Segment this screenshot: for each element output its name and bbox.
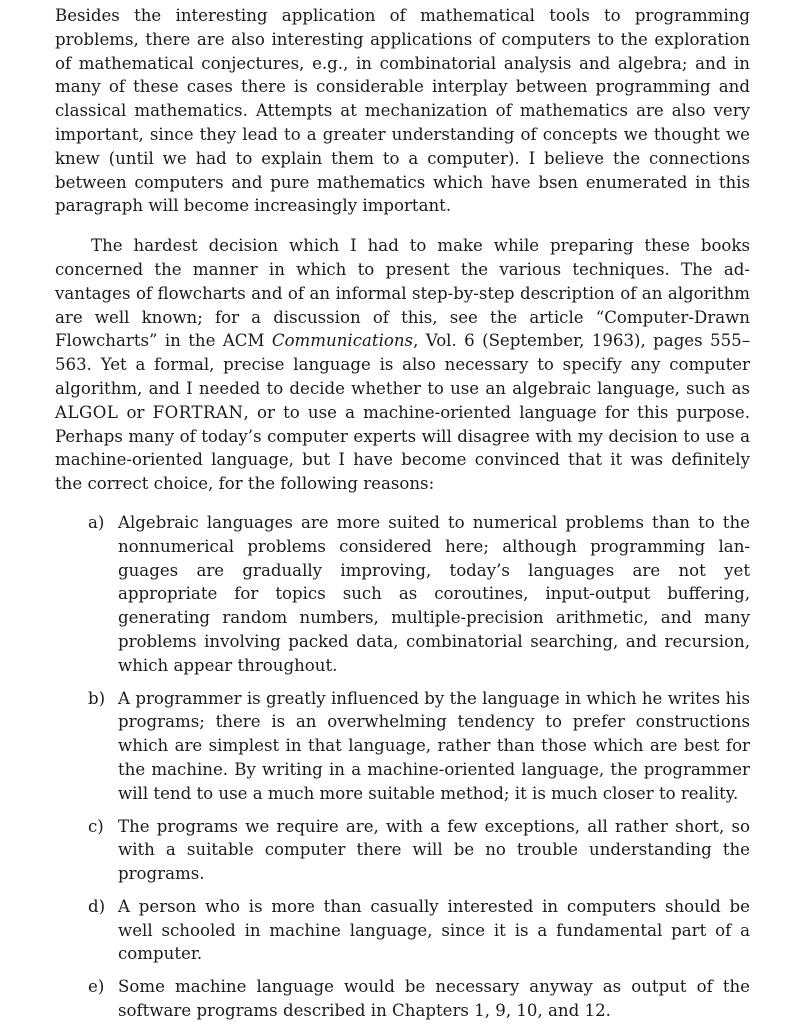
paragraph-text: , Vol. 6 (September, 1963), pages 555–563. Yet a formal, precise language is also necessary to specify any computer algorithm, and I needed to decide whether to use an algebraic language, such as — [55, 331, 750, 398]
list-marker: a) — [88, 512, 105, 532]
list-item — [55, 895, 750, 966]
paragraph-text: or — [118, 402, 153, 422]
list-item — [55, 975, 750, 1023]
paragraph-mathematics-applications: Besides the interesting application of mathematical tools to programming problems, there are also interesting applications of computers to the exploration of mathematical conjectures, e.g., in combinatorial analysis and algebra; and in many of these cases there is considerable interplay between programming and classical mathematics. Attempts at mechanization of mathematics are also very important, since they lead to a greater understanding of concepts we thought we knew (until we had to explain them to a computer). I believe the connections between computers and pure mathematics which have bsen enumerated in this paragraph will become increasingly important. — [55, 6, 750, 216]
list-marker: d) — [88, 896, 106, 916]
list-marker: c) — [88, 816, 104, 836]
language-name-fortran: FORTRAN — [152, 402, 244, 422]
list-item-text: A person who is more than casually interested in computers should be well schooled in machine language, since it is a fundamental part of a computer. — [118, 896, 750, 964]
list-item-text: Algebraic languages are more suited to numerical problems than to the nonnumerical problems considered here; although programming languages are gradually improving, today’s languages are not yet appropriate for topics such as coroutines, input-output buffering, generating random numbers, multiple-precision arithmetic, and many problems involving packed data, combinatorial searching, and recursion, which appear throughout. — [118, 512, 750, 675]
list-marker: e) — [88, 977, 105, 997]
list-marker: b) — [88, 688, 106, 708]
paragraph-text: , or to use a machine-oriented language for this purpose. Perhaps many of today’s computer experts will disagree with my decision to use a machine-oriented language, but I have become convinced that it was definitely the correct choice, for the following reasons: — [55, 402, 750, 494]
paragraph-hardest-decision — [55, 234, 750, 496]
list-item-text: A programmer is greatly influenced by the language in which he writes his programs; there is an overwhelming tendency to prefer constructions which are simplest in that language, rather than those which are best for the machine. By writing in a machine-oriented language, the programmer will tend to use a much more suitable method; it is much closer to reality. — [118, 688, 750, 803]
list-item — [55, 815, 750, 886]
list-item — [55, 511, 750, 678]
reasons-list — [55, 511, 750, 1023]
list-item — [55, 687, 750, 806]
list-item-text: Some machine language would be necessary anyway as output of the software programs described in Chapters 1, 9, 10, and 12. — [118, 977, 750, 1021]
journal-title: Communications — [271, 331, 414, 351]
language-name-algol: ALGOL — [55, 402, 119, 422]
list-item-text: The programs we require are, with a few exceptions, all rather short, so with a suitable computer there will be no trouble understanding the programs. — [118, 816, 750, 884]
paragraph-text: The hardest decision which I had to make while preparing these books concerned the manner in which to present the various techniques. The advantages of flowcharts and of an informal step-by-step description of an algorithm are well known; for a discussion of this, see the article “Computer-Drawn Flowcharts” in the ACM — [55, 236, 750, 351]
document-page — [55, 4, 750, 1032]
